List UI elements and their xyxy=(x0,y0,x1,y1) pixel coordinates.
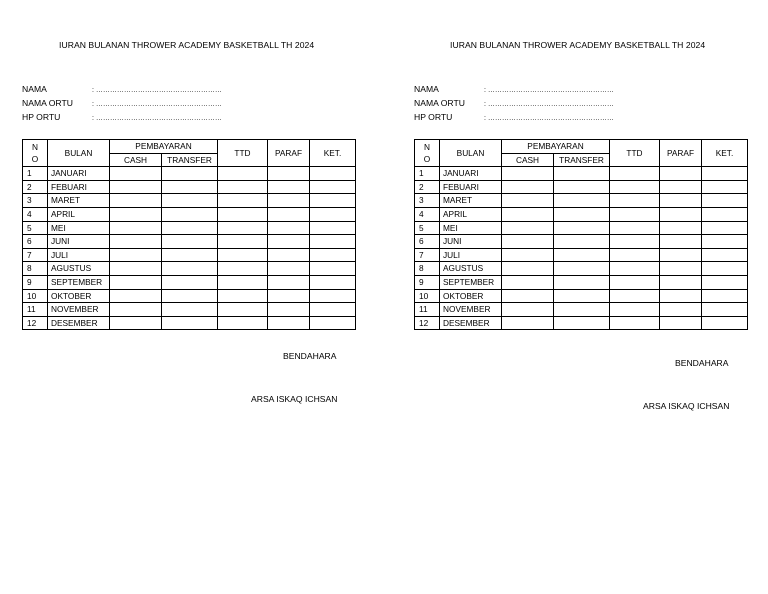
transfer-cell[interactable] xyxy=(554,167,610,181)
ket-cell[interactable] xyxy=(702,207,748,221)
ttd-cell[interactable] xyxy=(218,262,268,276)
table-row xyxy=(415,316,748,330)
header-ttd: TTD xyxy=(610,140,660,167)
field-blank: : ……………………………………………… xyxy=(92,115,222,122)
ket-cell[interactable] xyxy=(310,207,356,221)
ttd-cell[interactable] xyxy=(218,180,268,194)
transfer-cell[interactable] xyxy=(162,275,218,289)
form-title: IURAN BULANAN THROWER ACADEMY BASKETBALL TH 2024 xyxy=(59,40,315,50)
row-month: SEPTEMBER xyxy=(48,275,110,289)
row-month: JUNI xyxy=(48,235,110,249)
row-no: 3 xyxy=(415,194,440,208)
paraf-cell[interactable] xyxy=(268,262,310,276)
paraf-cell[interactable] xyxy=(660,316,702,330)
ttd-cell[interactable] xyxy=(610,221,660,235)
row-no: 4 xyxy=(415,207,440,221)
row-month: FEBUARI xyxy=(48,180,110,194)
paraf-cell[interactable] xyxy=(660,275,702,289)
form-title: IURAN BULANAN THROWER ACADEMY BASKETBALL TH 2024 xyxy=(450,40,706,50)
ket-cell[interactable] xyxy=(702,262,748,276)
row-no: 10 xyxy=(23,289,48,303)
table-row xyxy=(23,262,356,276)
header-paraf: PARAF xyxy=(660,140,702,167)
paraf-cell[interactable] xyxy=(268,221,310,235)
field-hp-ortu xyxy=(414,112,614,122)
transfer-cell[interactable] xyxy=(554,207,610,221)
ttd-cell[interactable] xyxy=(610,316,660,330)
cash-cell[interactable] xyxy=(110,248,162,262)
row-month: JULI xyxy=(48,248,110,262)
row-month: AGUSTUS xyxy=(48,262,110,276)
transfer-cell[interactable] xyxy=(554,221,610,235)
transfer-cell[interactable] xyxy=(162,316,218,330)
header-no-line2: O xyxy=(31,154,39,165)
ket-cell[interactable] xyxy=(310,303,356,317)
field-nama-ortu xyxy=(414,98,614,108)
cash-cell[interactable] xyxy=(110,303,162,317)
transfer-cell[interactable] xyxy=(554,289,610,303)
row-month: OKTOBER xyxy=(440,289,502,303)
row-month: DESEMBER xyxy=(48,316,110,330)
cash-cell[interactable] xyxy=(110,235,162,249)
table-row xyxy=(415,235,748,249)
row-no: 1 xyxy=(23,167,48,181)
field-nama xyxy=(414,84,614,94)
ttd-cell[interactable] xyxy=(610,207,660,221)
cash-cell[interactable] xyxy=(502,221,554,235)
ttd-cell[interactable] xyxy=(218,221,268,235)
table-row xyxy=(415,303,748,317)
row-month: MEI xyxy=(48,221,110,235)
header-ttd: TTD xyxy=(218,140,268,167)
table-row xyxy=(23,194,356,208)
ttd-cell[interactable] xyxy=(610,235,660,249)
ket-cell[interactable] xyxy=(702,221,748,235)
paraf-cell[interactable] xyxy=(268,303,310,317)
table-row xyxy=(415,194,748,208)
treasurer-name: ARSA ISKAQ ICHSAN xyxy=(643,401,730,411)
table-row xyxy=(415,275,748,289)
ket-cell[interactable] xyxy=(310,248,356,262)
table-row xyxy=(23,167,356,181)
paraf-cell[interactable] xyxy=(268,316,310,330)
row-month: DESEMBER xyxy=(440,316,502,330)
paraf-cell[interactable] xyxy=(660,221,702,235)
ttd-cell[interactable] xyxy=(610,194,660,208)
field-label: NAMA ORTU xyxy=(414,98,465,108)
ket-cell[interactable] xyxy=(310,316,356,330)
paraf-cell[interactable] xyxy=(660,194,702,208)
transfer-cell[interactable] xyxy=(554,316,610,330)
row-no: 11 xyxy=(415,303,440,317)
paraf-cell[interactable] xyxy=(268,248,310,262)
field-blank: : ……………………………………………… xyxy=(484,101,614,108)
paraf-cell[interactable] xyxy=(660,180,702,194)
table-row xyxy=(415,248,748,262)
ket-cell[interactable] xyxy=(310,167,356,181)
row-no: 12 xyxy=(415,316,440,330)
treasurer-role: BENDAHARA xyxy=(675,358,729,368)
cash-cell[interactable] xyxy=(110,167,162,181)
row-month: FEBUARI xyxy=(440,180,502,194)
header-no xyxy=(415,140,440,167)
paraf-cell[interactable] xyxy=(268,180,310,194)
ket-cell[interactable] xyxy=(310,235,356,249)
row-no: 3 xyxy=(23,194,48,208)
paraf-cell[interactable] xyxy=(268,289,310,303)
paraf-cell[interactable] xyxy=(660,289,702,303)
transfer-cell[interactable] xyxy=(162,167,218,181)
paraf-cell[interactable] xyxy=(660,303,702,317)
transfer-cell[interactable] xyxy=(554,180,610,194)
paraf-cell[interactable] xyxy=(660,248,702,262)
treasurer-name: ARSA ISKAQ ICHSAN xyxy=(251,394,338,404)
ket-cell[interactable] xyxy=(310,289,356,303)
row-no: 1 xyxy=(415,167,440,181)
table-row xyxy=(23,316,356,330)
cash-cell[interactable] xyxy=(502,316,554,330)
row-no: 2 xyxy=(415,180,440,194)
row-month: JANUARI xyxy=(48,167,110,181)
table-row xyxy=(415,207,748,221)
ttd-cell[interactable] xyxy=(610,248,660,262)
transfer-cell[interactable] xyxy=(554,194,610,208)
row-no: 7 xyxy=(23,248,48,262)
row-month: MARET xyxy=(48,194,110,208)
ttd-cell[interactable] xyxy=(610,303,660,317)
table-row xyxy=(23,235,356,249)
row-no: 9 xyxy=(415,275,440,289)
cash-cell[interactable] xyxy=(502,180,554,194)
paraf-cell[interactable] xyxy=(268,235,310,249)
paraf-cell[interactable] xyxy=(660,207,702,221)
cash-cell[interactable] xyxy=(502,235,554,249)
field-label: NAMA ORTU xyxy=(22,98,73,108)
ket-cell[interactable] xyxy=(702,289,748,303)
header-cash: CASH xyxy=(110,153,162,167)
paraf-cell[interactable] xyxy=(268,275,310,289)
row-no: 5 xyxy=(415,221,440,235)
ttd-cell[interactable] xyxy=(610,180,660,194)
transfer-cell[interactable] xyxy=(162,303,218,317)
cash-cell[interactable] xyxy=(110,194,162,208)
paraf-cell[interactable] xyxy=(660,235,702,249)
cash-cell[interactable] xyxy=(502,275,554,289)
header-no-line1: N xyxy=(424,141,430,152)
cash-cell[interactable] xyxy=(502,262,554,276)
ttd-cell[interactable] xyxy=(218,207,268,221)
cash-cell[interactable] xyxy=(502,248,554,262)
ket-cell[interactable] xyxy=(702,275,748,289)
table-row xyxy=(23,303,356,317)
ttd-cell[interactable] xyxy=(218,235,268,249)
ttd-cell[interactable] xyxy=(610,289,660,303)
header-no-line1: N xyxy=(32,141,38,152)
paraf-cell[interactable] xyxy=(268,207,310,221)
table-row xyxy=(23,221,356,235)
row-month: APRIL xyxy=(440,207,502,221)
table-row xyxy=(415,221,748,235)
table-row xyxy=(415,180,748,194)
cash-cell[interactable] xyxy=(110,289,162,303)
header-pembayaran: PEMBAYARAN xyxy=(110,140,218,154)
header-transfer: TRANSFER xyxy=(162,153,218,167)
header-bulan: BULAN xyxy=(48,140,110,167)
header-paraf: PARAF xyxy=(268,140,310,167)
ttd-cell[interactable] xyxy=(218,167,268,181)
ket-cell[interactable] xyxy=(702,194,748,208)
table-row xyxy=(23,289,356,303)
transfer-cell[interactable] xyxy=(162,289,218,303)
table-row xyxy=(23,248,356,262)
row-no: 8 xyxy=(23,262,48,276)
transfer-cell[interactable] xyxy=(162,180,218,194)
transfer-cell[interactable] xyxy=(162,248,218,262)
field-label: NAMA xyxy=(22,84,47,94)
row-month: JUNI xyxy=(440,235,502,249)
table-row xyxy=(415,167,748,181)
transfer-cell[interactable] xyxy=(162,221,218,235)
row-no: 10 xyxy=(415,289,440,303)
row-month: NOVEMBER xyxy=(440,303,502,317)
ket-cell[interactable] xyxy=(702,248,748,262)
paraf-cell[interactable] xyxy=(268,194,310,208)
ket-cell[interactable] xyxy=(310,262,356,276)
row-month: MEI xyxy=(440,221,502,235)
ket-cell[interactable] xyxy=(310,180,356,194)
row-month: OKTOBER xyxy=(48,289,110,303)
row-month: APRIL xyxy=(48,207,110,221)
paraf-cell[interactable] xyxy=(660,167,702,181)
header-ket: KET. xyxy=(702,140,748,167)
row-month: JANUARI xyxy=(440,167,502,181)
transfer-cell[interactable] xyxy=(554,303,610,317)
ket-cell[interactable] xyxy=(310,194,356,208)
table-row xyxy=(23,207,356,221)
field-nama xyxy=(22,84,222,94)
ket-cell[interactable] xyxy=(702,180,748,194)
transfer-cell[interactable] xyxy=(162,207,218,221)
cash-cell[interactable] xyxy=(110,221,162,235)
ttd-cell[interactable] xyxy=(218,303,268,317)
table-row xyxy=(415,262,748,276)
row-month: JULI xyxy=(440,248,502,262)
ttd-cell[interactable] xyxy=(218,248,268,262)
ket-cell[interactable] xyxy=(702,303,748,317)
cash-cell[interactable] xyxy=(502,303,554,317)
cash-cell[interactable] xyxy=(502,194,554,208)
ttd-cell[interactable] xyxy=(610,275,660,289)
ttd-cell[interactable] xyxy=(610,262,660,276)
table-row xyxy=(23,180,356,194)
ttd-cell[interactable] xyxy=(218,289,268,303)
field-label: NAMA xyxy=(414,84,439,94)
ket-cell[interactable] xyxy=(310,221,356,235)
transfer-cell[interactable] xyxy=(162,262,218,276)
row-no: 5 xyxy=(23,221,48,235)
row-no: 12 xyxy=(23,316,48,330)
cash-cell[interactable] xyxy=(110,180,162,194)
cash-cell[interactable] xyxy=(110,207,162,221)
row-month: SEPTEMBER xyxy=(440,275,502,289)
ttd-cell[interactable] xyxy=(610,167,660,181)
table-row xyxy=(415,289,748,303)
field-blank: : ……………………………………………… xyxy=(484,115,614,122)
cash-cell[interactable] xyxy=(502,167,554,181)
field-hp-ortu xyxy=(22,112,222,122)
field-label: HP ORTU xyxy=(414,112,453,122)
cash-cell[interactable] xyxy=(502,207,554,221)
field-blank: : ……………………………………………… xyxy=(484,87,614,94)
row-month: AGUSTUS xyxy=(440,262,502,276)
header-ket: KET. xyxy=(310,140,356,167)
treasurer-role: BENDAHARA xyxy=(283,351,337,361)
transfer-cell[interactable] xyxy=(162,235,218,249)
field-label: HP ORTU xyxy=(22,112,61,122)
row-month: MARET xyxy=(440,194,502,208)
header-pembayaran: PEMBAYARAN xyxy=(502,140,610,154)
row-no: 6 xyxy=(415,235,440,249)
row-no: 11 xyxy=(23,303,48,317)
ket-cell[interactable] xyxy=(702,235,748,249)
header-bulan: BULAN xyxy=(440,140,502,167)
ket-cell[interactable] xyxy=(702,316,748,330)
row-no: 8 xyxy=(415,262,440,276)
row-month: NOVEMBER xyxy=(48,303,110,317)
field-blank: : ……………………………………………… xyxy=(92,87,222,94)
transfer-cell[interactable] xyxy=(554,235,610,249)
transfer-cell[interactable] xyxy=(162,194,218,208)
header-transfer: TRANSFER xyxy=(554,153,610,167)
ttd-cell[interactable] xyxy=(218,275,268,289)
table-row xyxy=(23,275,356,289)
transfer-cell[interactable] xyxy=(554,275,610,289)
row-no: 9 xyxy=(23,275,48,289)
ttd-cell[interactable] xyxy=(218,316,268,330)
payment-table xyxy=(22,139,356,330)
row-no: 7 xyxy=(415,248,440,262)
transfer-cell[interactable] xyxy=(554,262,610,276)
cash-cell[interactable] xyxy=(110,275,162,289)
header-cash: CASH xyxy=(502,153,554,167)
transfer-cell[interactable] xyxy=(554,248,610,262)
row-no: 6 xyxy=(23,235,48,249)
field-nama-ortu xyxy=(22,98,222,108)
paraf-cell[interactable] xyxy=(660,262,702,276)
cash-cell[interactable] xyxy=(502,289,554,303)
ttd-cell[interactable] xyxy=(218,194,268,208)
row-no: 2 xyxy=(23,180,48,194)
ket-cell[interactable] xyxy=(702,167,748,181)
header-no xyxy=(23,140,48,167)
payment-table xyxy=(414,139,748,330)
cash-cell[interactable] xyxy=(110,262,162,276)
paraf-cell[interactable] xyxy=(268,167,310,181)
header-no-line2: O xyxy=(423,154,431,165)
cash-cell[interactable] xyxy=(110,316,162,330)
row-no: 4 xyxy=(23,207,48,221)
field-blank: : ……………………………………………… xyxy=(92,101,222,108)
ket-cell[interactable] xyxy=(310,275,356,289)
